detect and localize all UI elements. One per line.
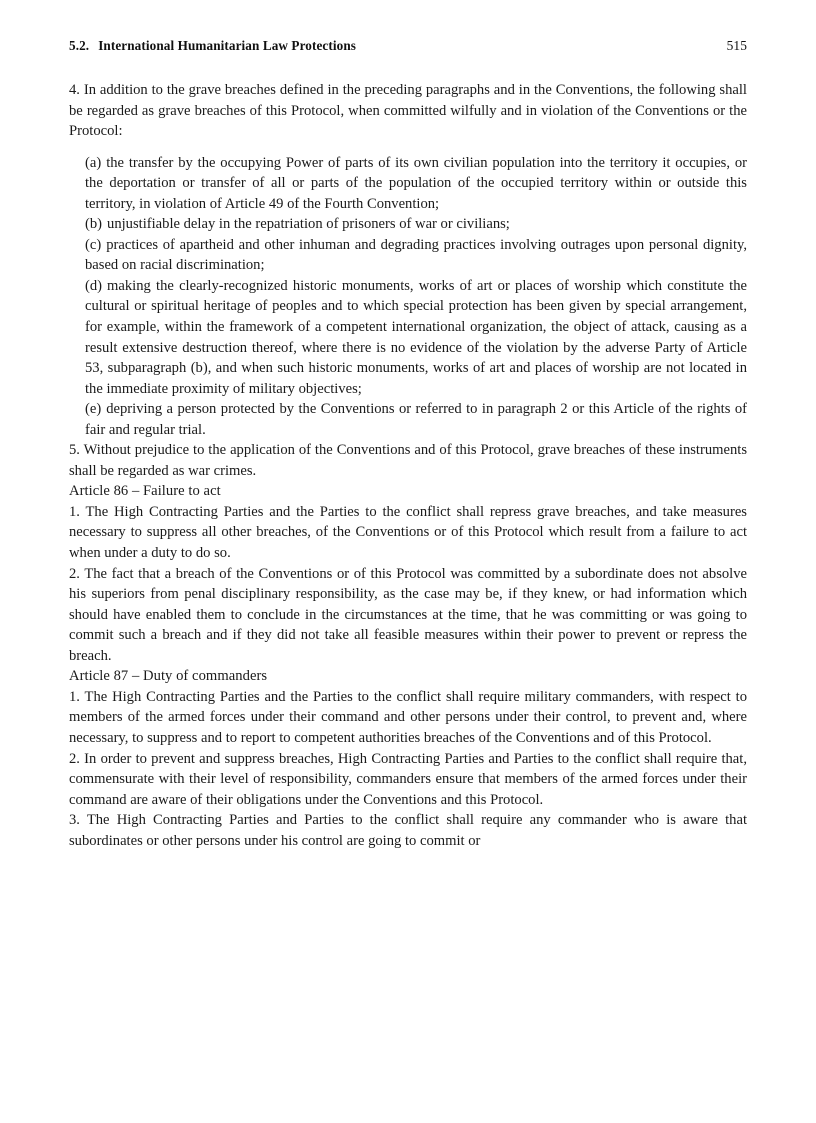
section-number: 5.2. [69,38,90,53]
subparagraph-c [85,235,747,276]
subparagraph-e-text: depriving a person protected by the Conventions or referred to in paragraph 2 or this Article of the rights of fair and regular trial. [85,401,747,438]
subparagraph-c-text: practices of apartheid and other inhuman and degrading practices involving outrages upon personal dignity, based on racial discrimination; [85,236,747,274]
subparagraph-b [85,214,747,235]
subparagraph-a-label: (a) [85,154,102,171]
subparagraph-b-text: unjustifiable delay in the repatriation of prisoners of war or civilians; [107,216,510,233]
subparagraph-d-label: (d) [85,277,103,294]
subparagraph-list [85,153,747,441]
article-87-paragraph-1: 1. The High Contracting Parties and the Parties to the conflict shall require military commanders, with respect to members of the armed forces under their command and other persons under their control, to prevent and, where necessary, to suppress and to report to competent authorities breaches of the Conventions and of this Protocol. [69,688,747,746]
subparagraph-e-label: (e) [85,401,102,418]
paragraph-5: 5. Without prejudice to the application of the Conventions and of this Protocol, grave breaches of these instruments shall be regarded as war crimes. [69,442,747,479]
page-number: 515 [726,38,747,53]
subparagraph-c-label: (c) [85,236,102,253]
subparagraph-d-text: making the clearly-recognized historic monuments, works of art or places of worship which constitute the cultural or spiritual heritage of peoples and to which special protection has been given by special arrangement, for example, within the framework of a competent international organization, the object of attack, causing as a result extensive destruction thereof, where there is no evidence of the violation by the adverse Party of Article 53, subparagraph (b), and when such historic monuments, works of art and places of worship are not located in the immediate proximity of military objectives; [85,277,747,397]
article-86-paragraph-2: 2. The fact that a breach of the Conventions or of this Protocol was committed by a subordinate does not absolve his superiors from penal disciplinary responsibility, as the case may be, if they knew, or had information which should have enabled them to conclude in the circumstances at the time, that he was committing or was going to commit such a breach and if they did not take all feasible measures within their power to prevent or repress the breach. [69,565,747,664]
body-text-column [69,80,747,851]
subparagraph-e [85,399,747,440]
paragraph-4: 4. In addition to the grave breaches defined in the preceding paragraphs and in the Conventions, the following shall be regarded as grave breaches of this Protocol, when committed wilfully and in violation of the Conventions or the Protocol: [69,82,747,140]
article-87-paragraph-2: 2. In order to prevent and suppress breaches, High Contracting Parties and Parties to the conflict shall require that, commensurate with their level of responsibility, commanders ensure that members of the armed forces under their command are aware of their obligations under the Conventions and this Protocol. [69,750,747,808]
article-86-heading: Article 86 – Failure to act [69,483,221,500]
section-title: International Humanitarian Law Protections [98,38,357,53]
article-87-heading: Article 87 – Duty of commanders [69,668,268,685]
running-head [69,38,747,58]
subparagraph-a-text: the transfer by the occupying Power of parts of its own civilian population into the territory it occupies, or the deportation or transfer of all or parts of the population of the occupied territory within or outside this territory, in violation of Article 49 of the Fourth Convention; [85,154,747,212]
subparagraph-a [85,153,747,215]
running-head-left [69,38,356,54]
subparagraph-b-label: (b) [85,216,103,233]
article-87-paragraph-3: 3. The High Contracting Parties and Parties to the conflict shall require any commander who is aware that subordinates or other persons under his control are going to commit or [69,812,747,849]
subparagraph-d [85,276,747,399]
article-86-paragraph-1: 1. The High Contracting Parties and the Parties to the conflict shall repress grave breaches, and take measures necessary to suppress all other breaches, of the Conventions or of this Protocol which result from a failure to act when under a duty to do so. [69,503,747,562]
